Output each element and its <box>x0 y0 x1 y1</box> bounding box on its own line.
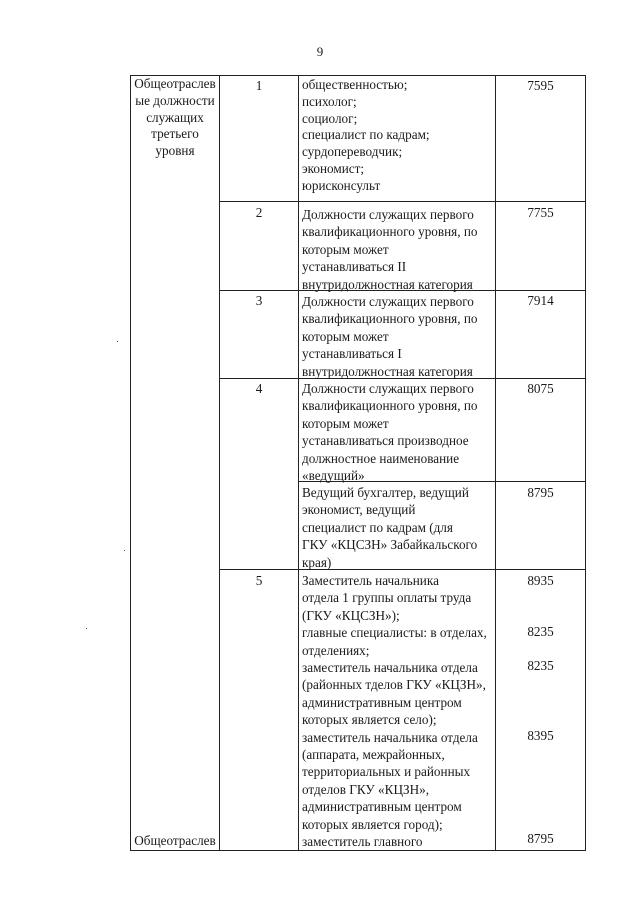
description-line: специалист по кадрам (для <box>302 519 453 535</box>
table-column-divider-1 <box>219 75 220 850</box>
description-line: которых является село); <box>302 712 437 728</box>
description-line: квалификационного уровня, по <box>302 224 478 240</box>
salary-value: 7595 <box>527 78 554 93</box>
description-line: которых является город); <box>302 816 443 832</box>
group-label-line: служащих <box>146 109 204 125</box>
table-border-right <box>585 75 586 850</box>
description-line: Должности служащих первого <box>302 381 474 396</box>
description-line: административным центром <box>302 799 462 815</box>
description-line: которым может <box>302 241 389 257</box>
salary-value: 8935 <box>527 573 554 588</box>
level-number: 2 <box>255 205 263 220</box>
salary-value: 7755 <box>527 205 554 220</box>
scan-speck <box>124 550 125 551</box>
description-line: отделов ГКУ «КЦЗН», <box>302 781 429 797</box>
group-label-line: ые должности <box>135 92 215 108</box>
position-description <box>302 293 478 380</box>
position-description <box>302 484 477 571</box>
description-line: психолог; <box>302 93 357 109</box>
group-label-line: Общеотраслев <box>134 76 216 91</box>
description-line: (районных тделов ГКУ «КЦЗН», <box>302 677 486 693</box>
description-line: Ведущий бухгалтер, ведущий <box>302 485 469 500</box>
salary-value: 8235 <box>527 658 554 673</box>
description-line: квалификационного уровня, по <box>302 398 478 414</box>
level-number: 5 <box>255 573 263 588</box>
salary-value: 8395 <box>527 728 554 743</box>
description-line: которым может <box>302 415 389 431</box>
position-description <box>302 206 478 293</box>
description-line: общественностью; <box>302 77 408 92</box>
description-line: экономист, ведущий <box>302 502 416 518</box>
description-line: устанавливаться I <box>302 346 402 362</box>
scan-speck <box>117 341 118 342</box>
description-line: Должности служащих первого <box>302 294 474 309</box>
description-line: устанавливаться II <box>302 259 407 275</box>
description-line: ГКУ «КЦСЗН» Забайкальского <box>302 537 478 553</box>
description-line: (ГКУ «КЦСЗН»); <box>302 607 400 623</box>
salary-value: 8235 <box>527 624 554 639</box>
page-number: 9 <box>316 44 324 59</box>
description-line: отдела 1 группы оплаты труда <box>302 590 472 606</box>
description-line: экономист; <box>302 160 365 176</box>
description-line: заместитель начальника отдела <box>302 660 478 676</box>
description-line: социолог; <box>302 110 358 126</box>
description-line: квалификационного уровня, по <box>302 311 478 327</box>
description-line: «ведущий» <box>302 468 365 484</box>
table-column-divider-2 <box>298 75 299 850</box>
description-line: (аппарата, межрайонных, <box>302 747 445 763</box>
position-description <box>302 380 478 484</box>
description-line: внутридолжностная категория <box>302 276 473 292</box>
row-separator-1 <box>219 201 586 202</box>
group-label-line: третьего <box>151 126 199 142</box>
description-line: которым может <box>302 328 389 344</box>
level-number: 1 <box>255 78 263 93</box>
description-line: административным центром <box>302 694 462 710</box>
description-line: Заместитель начальника <box>302 573 439 588</box>
description-line: заместитель начальника отдела <box>302 729 478 745</box>
position-description <box>302 77 430 195</box>
description-line: отделениях; <box>302 642 370 658</box>
description-line: сурдопереводчик; <box>302 144 403 160</box>
description-line: юрисконсульт <box>302 177 381 193</box>
salary-value: 8075 <box>527 381 554 396</box>
scan-speck <box>86 628 87 629</box>
description-line: заместитель главного <box>302 834 423 850</box>
description-line: устанавливаться производное <box>302 433 469 449</box>
group-label <box>131 76 219 160</box>
table-border-left <box>130 75 131 850</box>
description-line: главные специалисты: в отделах, <box>302 625 487 641</box>
group-label-bottom: Общеотраслев <box>134 833 216 848</box>
description-line: специалист по кадрам; <box>302 127 430 143</box>
description-line: внутридолжностная категория <box>302 363 473 379</box>
salary-value: 8795 <box>527 831 554 846</box>
salary-value: 7914 <box>527 293 554 308</box>
description-line: территориальных и районных <box>302 764 471 780</box>
group-label-line: уровня <box>155 143 195 159</box>
level-number: 4 <box>255 381 263 396</box>
description-line: должностное наименование <box>302 450 460 466</box>
description-line: края) <box>302 554 332 570</box>
position-description <box>302 572 487 851</box>
level-number: 3 <box>255 293 263 308</box>
salary-value: 8795 <box>527 485 554 500</box>
description-line: Должности служащих первого <box>302 207 474 222</box>
